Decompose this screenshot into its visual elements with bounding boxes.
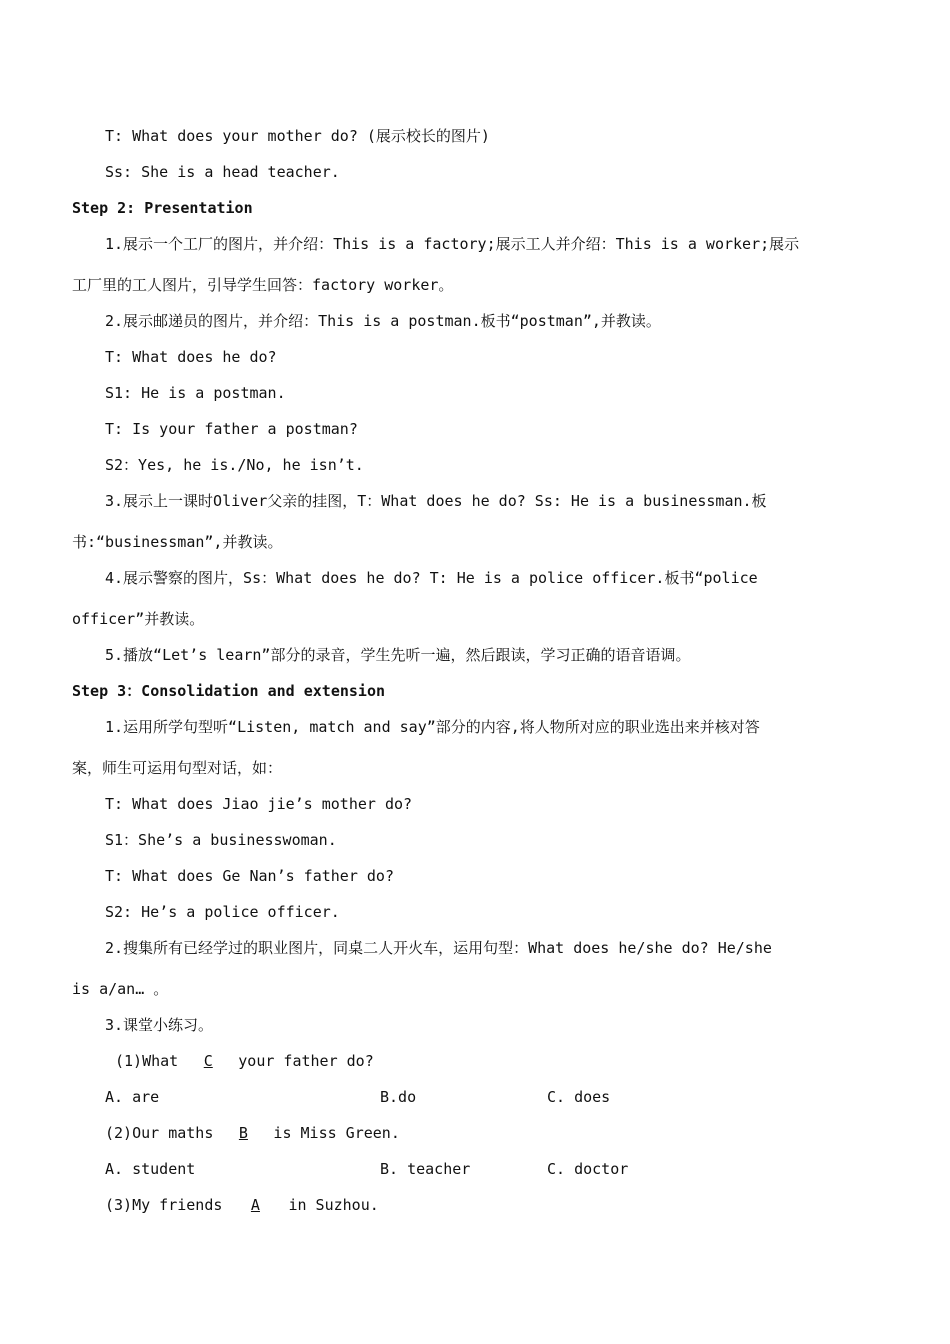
option-b: B.do bbox=[380, 1088, 417, 1106]
dialogue-line: T: Is your father a postman? bbox=[105, 420, 358, 438]
option-a: A. student bbox=[105, 1160, 196, 1178]
paragraph-line: 1.运用所学句型听“Listen, match and say”部分的内容,将人物所对应的职业选出来并核对答 bbox=[105, 718, 760, 736]
question-text: in Suzhou. bbox=[279, 1196, 379, 1214]
answer-blank: B bbox=[238, 1124, 248, 1142]
question-text: (3)My friends bbox=[105, 1196, 232, 1214]
section-heading-step2: Step 2: Presentation bbox=[72, 199, 253, 217]
option-c: C. does bbox=[547, 1088, 611, 1106]
paragraph-line: 3.课堂小练习。 bbox=[105, 1016, 214, 1034]
paragraph-line: 3.展示上一课时Oliver父亲的挂图，T：What does he do? Ss: He is a businessman.板 bbox=[105, 492, 767, 510]
question-text: your father do? bbox=[229, 1052, 374, 1070]
option-a: A. are bbox=[105, 1088, 160, 1106]
dialogue-line: T: What does Jiao jie’s mother do? bbox=[105, 795, 413, 813]
paragraph-line: 案，师生可运用句型对话，如： bbox=[72, 759, 283, 777]
paragraph-line: is a/an… 。 bbox=[72, 980, 169, 998]
question-text: (1)What bbox=[115, 1052, 188, 1070]
dialogue-line: T: What does Ge Nan’s father do? bbox=[105, 867, 394, 885]
option-c: C. doctor bbox=[547, 1160, 629, 1178]
paragraph-line: 工厂里的工人图片，引导学生回答：factory worker。 bbox=[72, 276, 454, 294]
question-text: is Miss Green. bbox=[264, 1124, 400, 1142]
dialogue-line: S1: He is a postman. bbox=[105, 384, 286, 402]
paragraph-line: officer”并教读。 bbox=[72, 610, 205, 628]
paragraph-line: 书:“businessman”,并教读。 bbox=[72, 533, 283, 551]
paragraph-line: 1.展示一个工厂的图片，并介绍：This is a factory;展示工人并介绍：This is a worker;展示 bbox=[105, 235, 800, 253]
answer-blank: A bbox=[250, 1196, 260, 1214]
question-text: (2)Our maths bbox=[105, 1124, 223, 1142]
paragraph-line: 4.展示警察的图片，Ss：What does he do? T: He is a police officer.板书“police bbox=[105, 569, 758, 587]
exercise-question-3 bbox=[105, 1195, 379, 1215]
paragraph-line: 5.播放“Let’s learn”部分的录音，学生先听一遍，然后跟读，学习正确的语音语调。 bbox=[105, 646, 691, 664]
paragraph-line: 2.展示邮递员的图片，并介绍：This is a postman.板书“postman”,并教读。 bbox=[105, 312, 661, 330]
dialogue-line: T: What does your mother do? (展示校长的图片) bbox=[105, 127, 490, 145]
section-heading-step3: Step 3：Consolidation and extension bbox=[72, 682, 386, 700]
paragraph-line: 2.搜集所有已经学过的职业图片，同桌二人开火车，运用句型：What does he/she do? He/she bbox=[105, 939, 772, 957]
dialogue-line: S2：Yes, he is./No, he isn’t. bbox=[105, 456, 364, 474]
dialogue-line: T: What does he do? bbox=[105, 348, 277, 366]
dialogue-line: Ss: She is a head teacher. bbox=[105, 163, 340, 181]
dialogue-line: S1：She’s a businesswoman. bbox=[105, 831, 337, 849]
exercise-question-2 bbox=[105, 1123, 400, 1143]
exercise-question-1 bbox=[115, 1051, 374, 1071]
answer-blank: C bbox=[203, 1052, 213, 1070]
dialogue-line: S2: He’s a police officer. bbox=[105, 903, 340, 921]
option-b: B. teacher bbox=[380, 1160, 471, 1178]
